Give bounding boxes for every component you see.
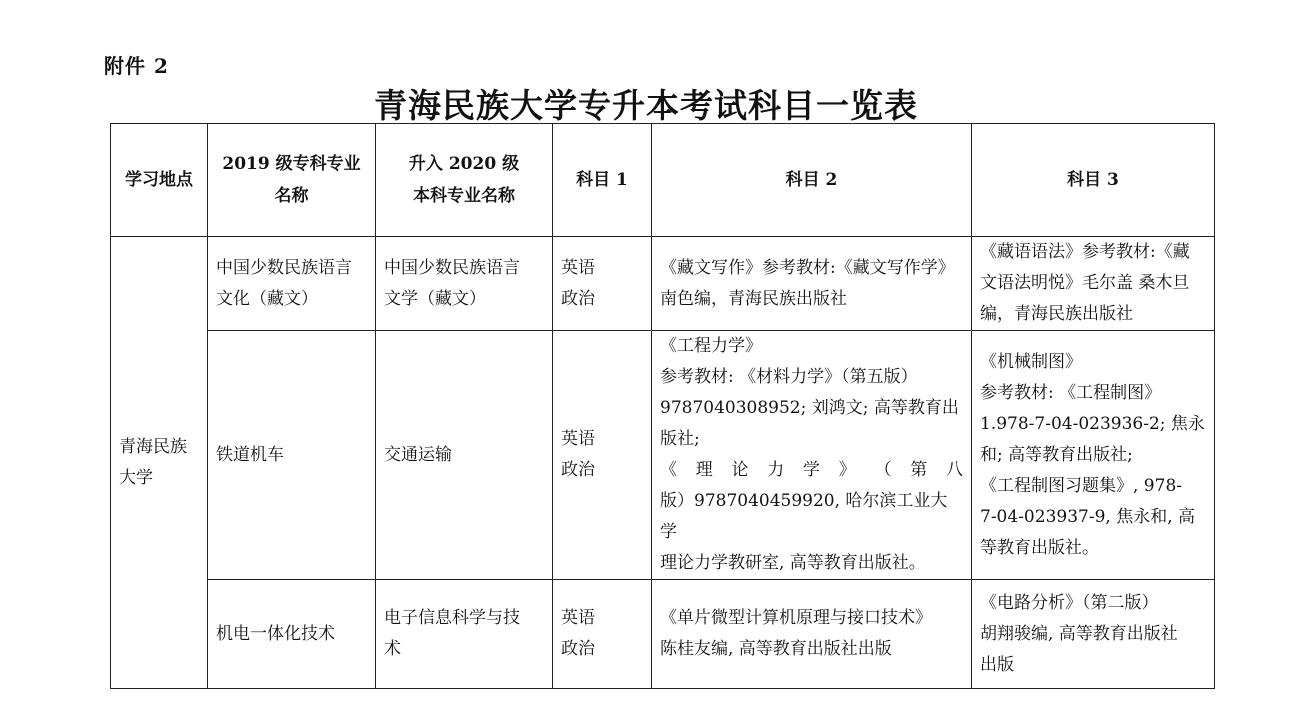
table-row xyxy=(111,580,1215,689)
table-row xyxy=(111,237,1215,331)
subject1-cell xyxy=(553,331,652,580)
location-line: 青海民族 xyxy=(119,436,187,457)
cell-line: 版社; xyxy=(660,429,700,449)
cell-line: 文语法明悦》毛尔盖 桑木旦 xyxy=(980,273,1190,293)
cell-line: 《电路分析》（第二版） xyxy=(980,592,1159,613)
header-zhuanke xyxy=(208,124,376,237)
benke-cell xyxy=(376,580,553,689)
cell-line: 等教育出版社。 xyxy=(980,537,1099,558)
cell-line: 文学（藏文） xyxy=(384,288,486,309)
benke-cell xyxy=(376,237,553,331)
cell-line: 中国少数民族语言 xyxy=(384,257,520,278)
table-row xyxy=(111,331,1215,580)
subject2-cell xyxy=(652,580,972,689)
cell-line: 胡翔骏编, 高等教育出版社 xyxy=(980,623,1178,644)
cell-line: 9787040308952; 刘鸿文; 高等教育出 xyxy=(660,398,959,418)
cell-line: 英语 xyxy=(561,429,595,449)
subject3-cell xyxy=(972,331,1215,580)
cell-line: 和; 高等教育出版社; xyxy=(980,444,1133,465)
header-benke xyxy=(376,124,553,237)
cell-line: 中国少数民族语言 xyxy=(216,257,352,278)
header-subject1: 科目 1 xyxy=(553,124,652,237)
benke-cell xyxy=(376,331,553,580)
cell-line: 参考教材: 《材料力学》（第五版） xyxy=(660,367,918,387)
cell-line: 《工程制图习题集》, 978- xyxy=(980,475,1182,496)
subject2-cell xyxy=(652,331,972,580)
cell-line: 铁道机车 xyxy=(216,444,284,465)
header-location: 学习地点 xyxy=(111,124,208,237)
header-benke-line: 升入 2020 级 xyxy=(408,154,520,174)
subject1-cell xyxy=(553,237,652,331)
header-zhuanke-line: 2019 级专科专业 xyxy=(222,154,361,174)
location-cell xyxy=(111,237,208,689)
cell-line: 术 xyxy=(384,639,401,659)
cell-line: 政治 xyxy=(561,288,595,309)
subject3-cell xyxy=(972,580,1215,689)
header-subject3: 科目 3 xyxy=(972,124,1215,237)
cell-line: 编，青海民族出版社 xyxy=(980,304,1133,324)
cell-line: 政治 xyxy=(561,639,595,659)
cell-line: 理论力学教研室, 高等教育出版社。 xyxy=(660,553,926,573)
cell-line: 《 理 论 力 学 》 （ 第 八 xyxy=(660,460,963,480)
cell-line: 1.978-7-04-023936-2; 焦永 xyxy=(980,413,1205,434)
header-row xyxy=(111,124,1215,237)
cell-line: 版）9787040459920, 哈尔滨工业大学 xyxy=(660,491,948,542)
cell-line: 《机械制图》 xyxy=(980,351,1082,372)
cell-line: 《工程力学》 xyxy=(660,336,762,356)
attachment-label: 附件 2 xyxy=(104,54,169,78)
zhuanke-cell xyxy=(208,331,376,580)
cell-line: 文化（藏文） xyxy=(216,288,318,309)
zhuanke-cell xyxy=(208,237,376,331)
cell-line: 机电一体化技术 xyxy=(216,623,335,644)
cell-line: 南色编，青海民族出版社 xyxy=(660,288,847,309)
cell-line: 出版 xyxy=(980,654,1014,675)
page-title: 青海民族大学专升本考试科目一览表 xyxy=(374,86,918,125)
zhuanke-cell xyxy=(208,580,376,689)
cell-line: 交通运输 xyxy=(384,444,452,465)
cell-line: 电子信息科学与技 xyxy=(384,608,520,628)
header-subject2: 科目 2 xyxy=(652,124,972,237)
cell-line: 政治 xyxy=(561,460,595,480)
subject1-cell xyxy=(553,580,652,689)
location-line: 大学 xyxy=(119,467,153,488)
subject3-cell xyxy=(972,237,1215,331)
header-zhuanke-line: 名称 xyxy=(274,186,309,206)
subject2-cell xyxy=(652,237,972,331)
cell-line: 英语 xyxy=(561,608,595,628)
cell-line: 《藏语语法》参考教材:《藏 xyxy=(980,242,1190,262)
cell-line: 参考教材: 《工程制图》 xyxy=(980,382,1162,403)
cell-line: 7-04-023937-9, 焦永和, 高 xyxy=(980,506,1196,527)
subjects-table xyxy=(110,123,1215,689)
cell-line: 《单片微型计算机原理与接口技术》 xyxy=(660,608,932,628)
header-benke-line: 本科专业名称 xyxy=(413,186,515,206)
cell-line: 陈桂友编, 高等教育出版社出版 xyxy=(660,639,892,659)
cell-line: 《藏文写作》参考教材:《藏文写作学》 xyxy=(660,257,955,278)
cell-line: 英语 xyxy=(561,257,595,278)
